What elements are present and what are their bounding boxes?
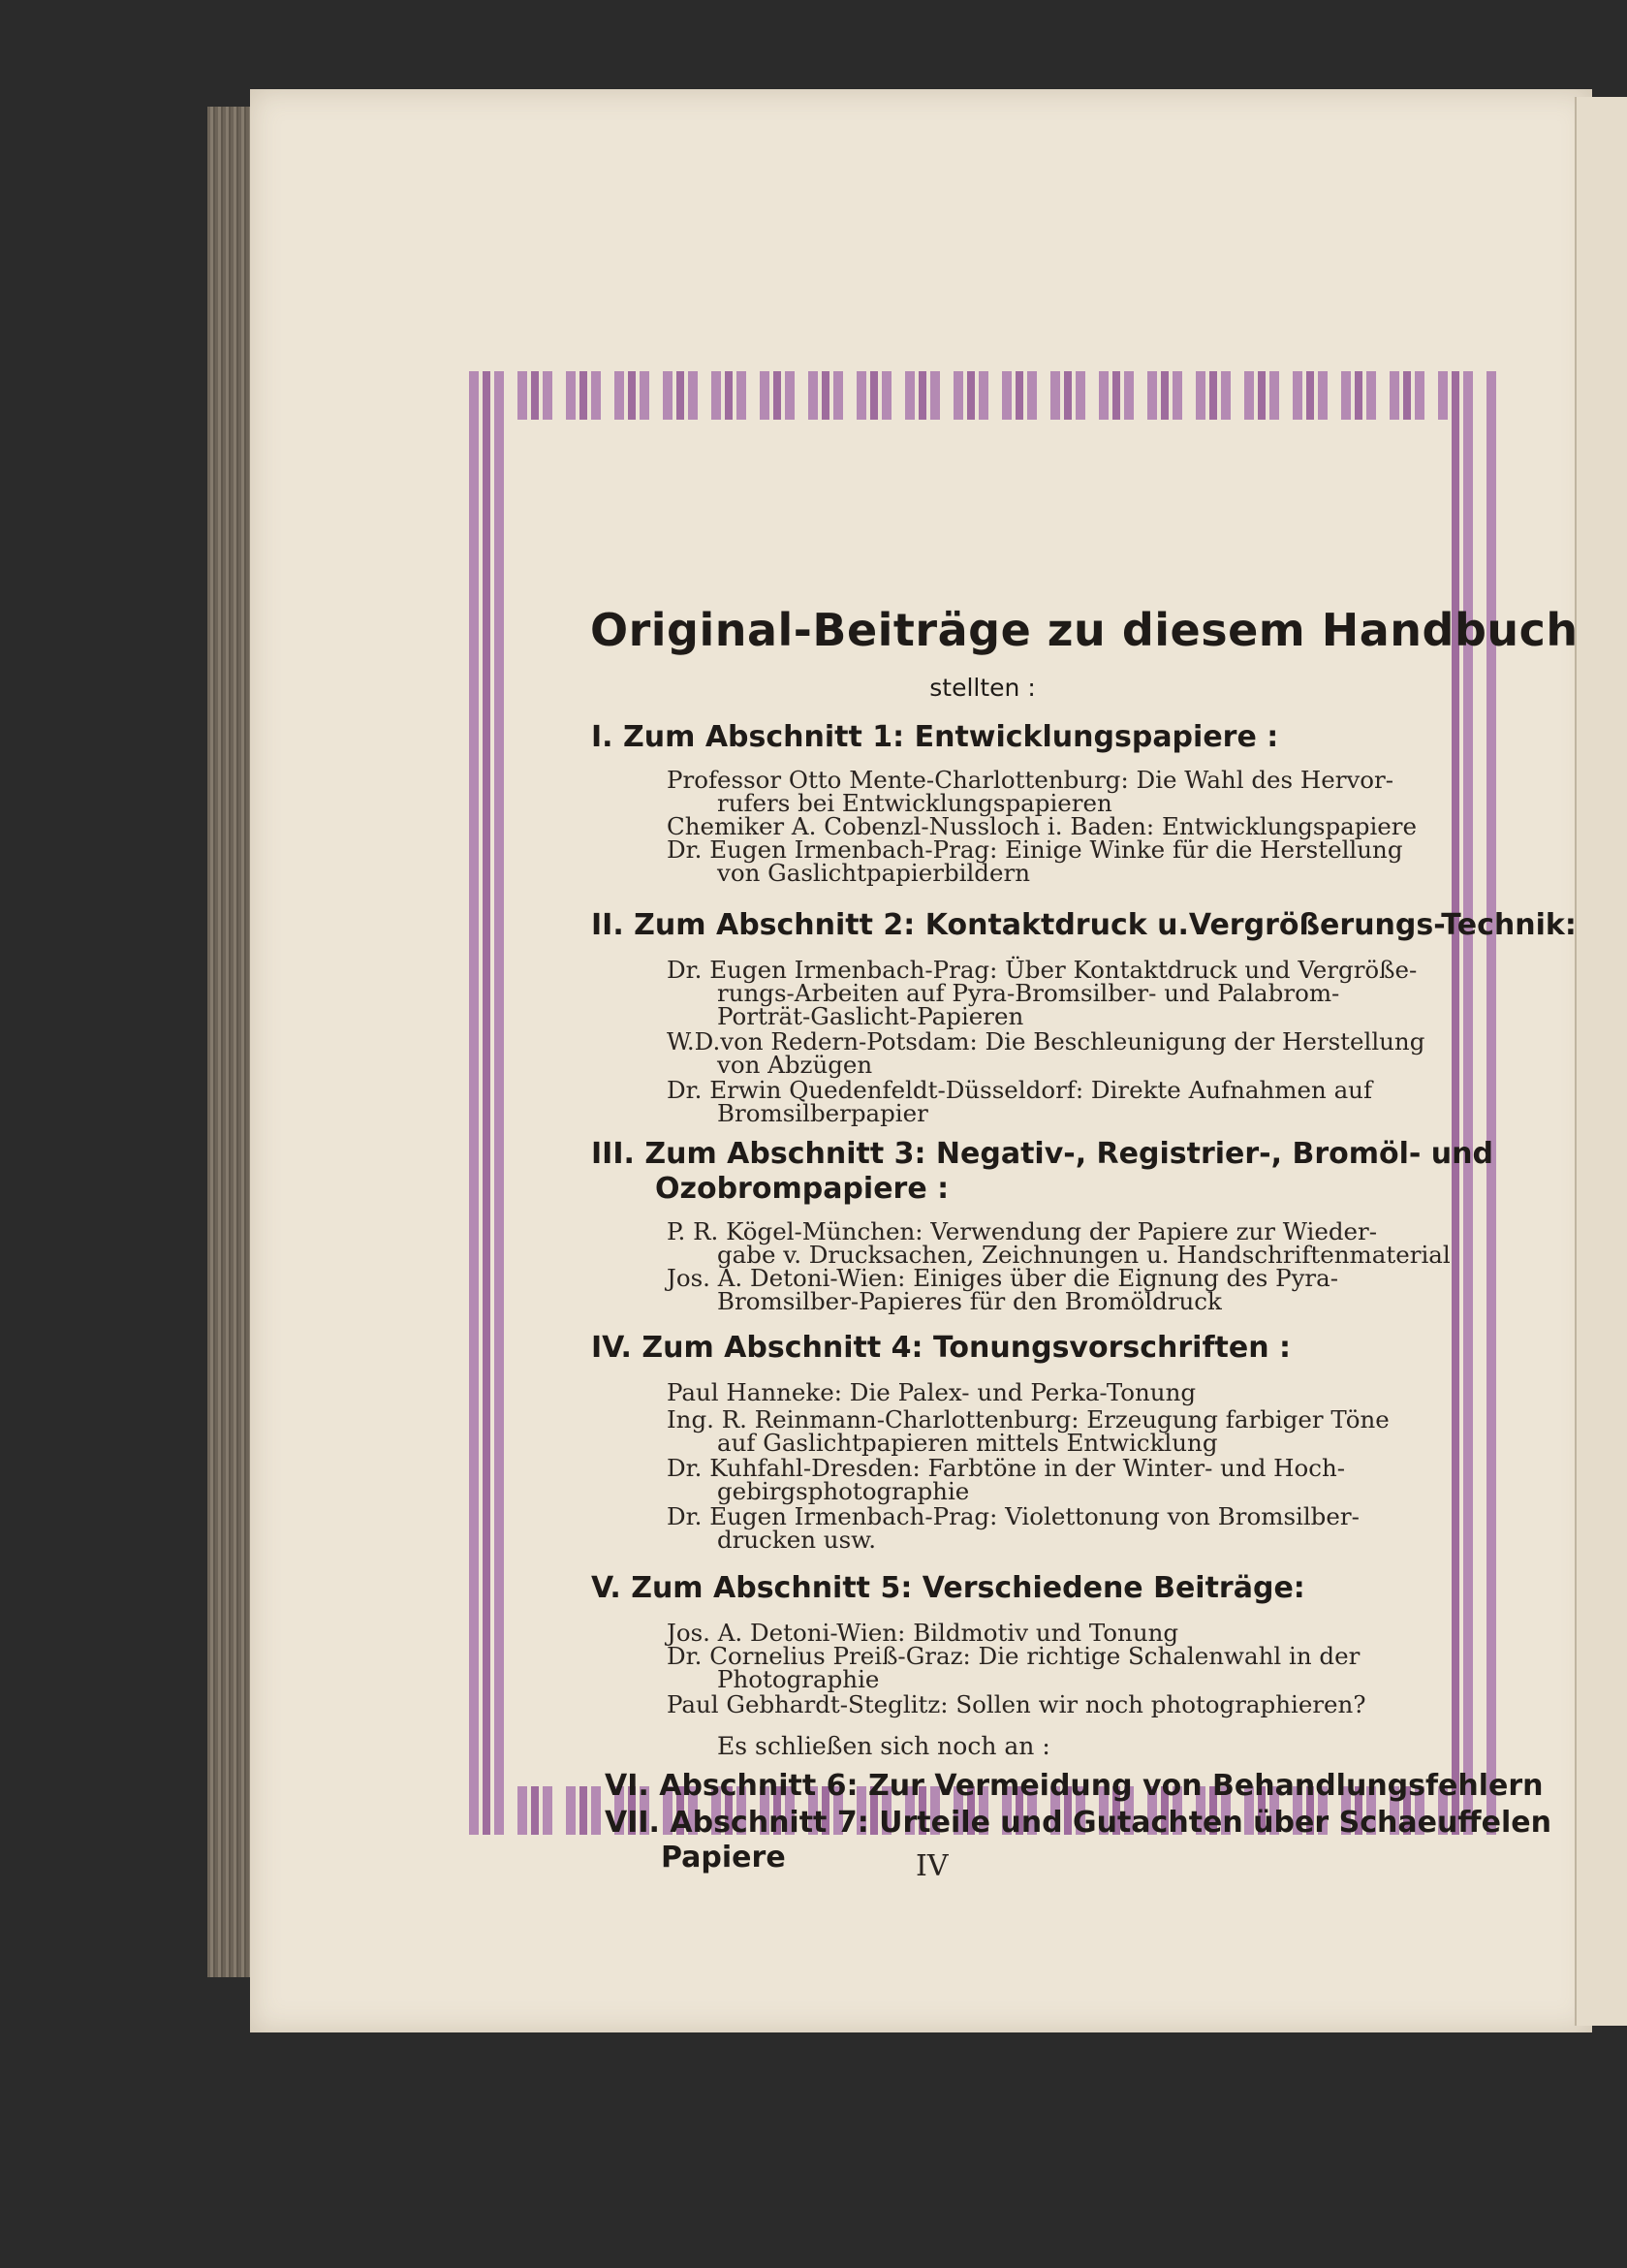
list-item: Porträt-Gaslicht-Papieren (717, 1002, 1024, 1030)
list-item: auf Gaslichtpapieren mittels Entwicklung (717, 1429, 1218, 1457)
list-item: P. R. Kögel-München: Verwendung der Papiere zur Wieder- (667, 1217, 1378, 1245)
list-item: rungs-Arbeiten auf Pyra-Bromsilber- und Palabrom- (717, 979, 1340, 1007)
list-item: Jos. A. Detoni-Wien: Einiges über die Eignung des Pyra- (667, 1264, 1339, 1292)
section-3-heading: III. Zum Abschnitt 3: Negativ-, Registrier-, Bromöl- und (591, 1137, 1493, 1171)
list-item: Dr. Eugen Irmenbach-Prag: Über Kontaktdruck und Vergröße- (667, 956, 1418, 984)
ornamental-frame (469, 371, 1579, 1874)
list-item: rufers bei Entwicklungspapieren (717, 789, 1112, 817)
list-item: Jos. A. Detoni-Wien: Bildmotiv und Tonung (667, 1619, 1179, 1647)
section-6-heading: VI. Abschnitt 6: Zur Vermeidung von Behandlungsfehlern (605, 1769, 1544, 1803)
list-item: Bromsilber-Papieres für den Bromöldruck (717, 1287, 1222, 1315)
list-item: Dr. Kuhfahl-Dresden: Farbtöne in der Winter- und Hoch- (667, 1454, 1346, 1482)
list-item: Paul Gebhardt-Steglitz: Sollen wir noch photographieren? (667, 1690, 1366, 1718)
list-item: von Gaslichtpapierbildern (717, 859, 1030, 887)
list-item: drucken usw. (717, 1526, 877, 1554)
list-item: von Abzügen (717, 1051, 873, 1079)
list-item: gabe v. Drucksachen, Zeichnungen u. Handschriftenmaterial (717, 1241, 1451, 1269)
list-item: Dr. Eugen Irmenbach-Prag: Einige Winke für die Herstellung (667, 835, 1403, 864)
list-item: gebirgsphotographie (717, 1477, 970, 1505)
list-item: Dr. Erwin Quedenfeldt-Düsseldorf: Direkte Aufnahmen auf (667, 1076, 1373, 1104)
section-7-heading-cont: Papiere (661, 1841, 786, 1874)
subtitle: stellten : (929, 674, 1036, 702)
list-item: Photographie (717, 1665, 880, 1693)
section-3-heading-cont: Ozobrompapiere : (655, 1172, 950, 1206)
page-number: IV (916, 1849, 949, 1883)
section-1-heading: I. Zum Abschnitt 1: Entwicklungspapiere : (591, 720, 1279, 754)
list-item: Bromsilberpapier (717, 1099, 928, 1127)
list-item: Dr. Cornelius Preiß-Graz: Die richtige Schalenwahl in der (667, 1642, 1361, 1670)
list-item: Dr. Eugen Irmenbach-Prag: Violettonung von Bromsilber- (667, 1502, 1360, 1530)
next-page-edge (1575, 97, 1627, 2026)
list-item: Professor Otto Mente-Charlottenburg: Die Wahl des Hervor- (667, 766, 1394, 794)
list-item: Paul Hanneke: Die Palex- und Perka-Tonung (667, 1378, 1197, 1406)
list-item: Ing. R. Reinmann-Charlottenburg: Erzeugung farbiger Töne (667, 1405, 1390, 1433)
section-7-heading: VII. Abschnitt 7: Urteile und Gutachten über Schaeuffelen (605, 1806, 1551, 1840)
frame-content (566, 468, 1579, 1874)
list-item: W.D.von Redern-Potsdam: Die Beschleunigung der Herstellung (667, 1027, 1425, 1055)
book-spine (207, 107, 256, 1977)
continuation-note: Es schließen sich noch an : (717, 1732, 1050, 1760)
section-2-heading: II. Zum Abschnitt 2: Kontaktdruck u.Vergrößerungs-Technik: (591, 908, 1577, 942)
list-item: Chemiker A. Cobenzl-Nussloch i. Baden: Entwicklungspapiere (667, 812, 1417, 840)
section-5-heading: V. Zum Abschnitt 5: Verschiedene Beiträge: (591, 1571, 1305, 1605)
section-4-heading: IV. Zum Abschnitt 4: Tonungsvorschriften : (591, 1331, 1292, 1365)
page-title: Original-Beiträge zu diesem Handbuch (590, 604, 1579, 656)
